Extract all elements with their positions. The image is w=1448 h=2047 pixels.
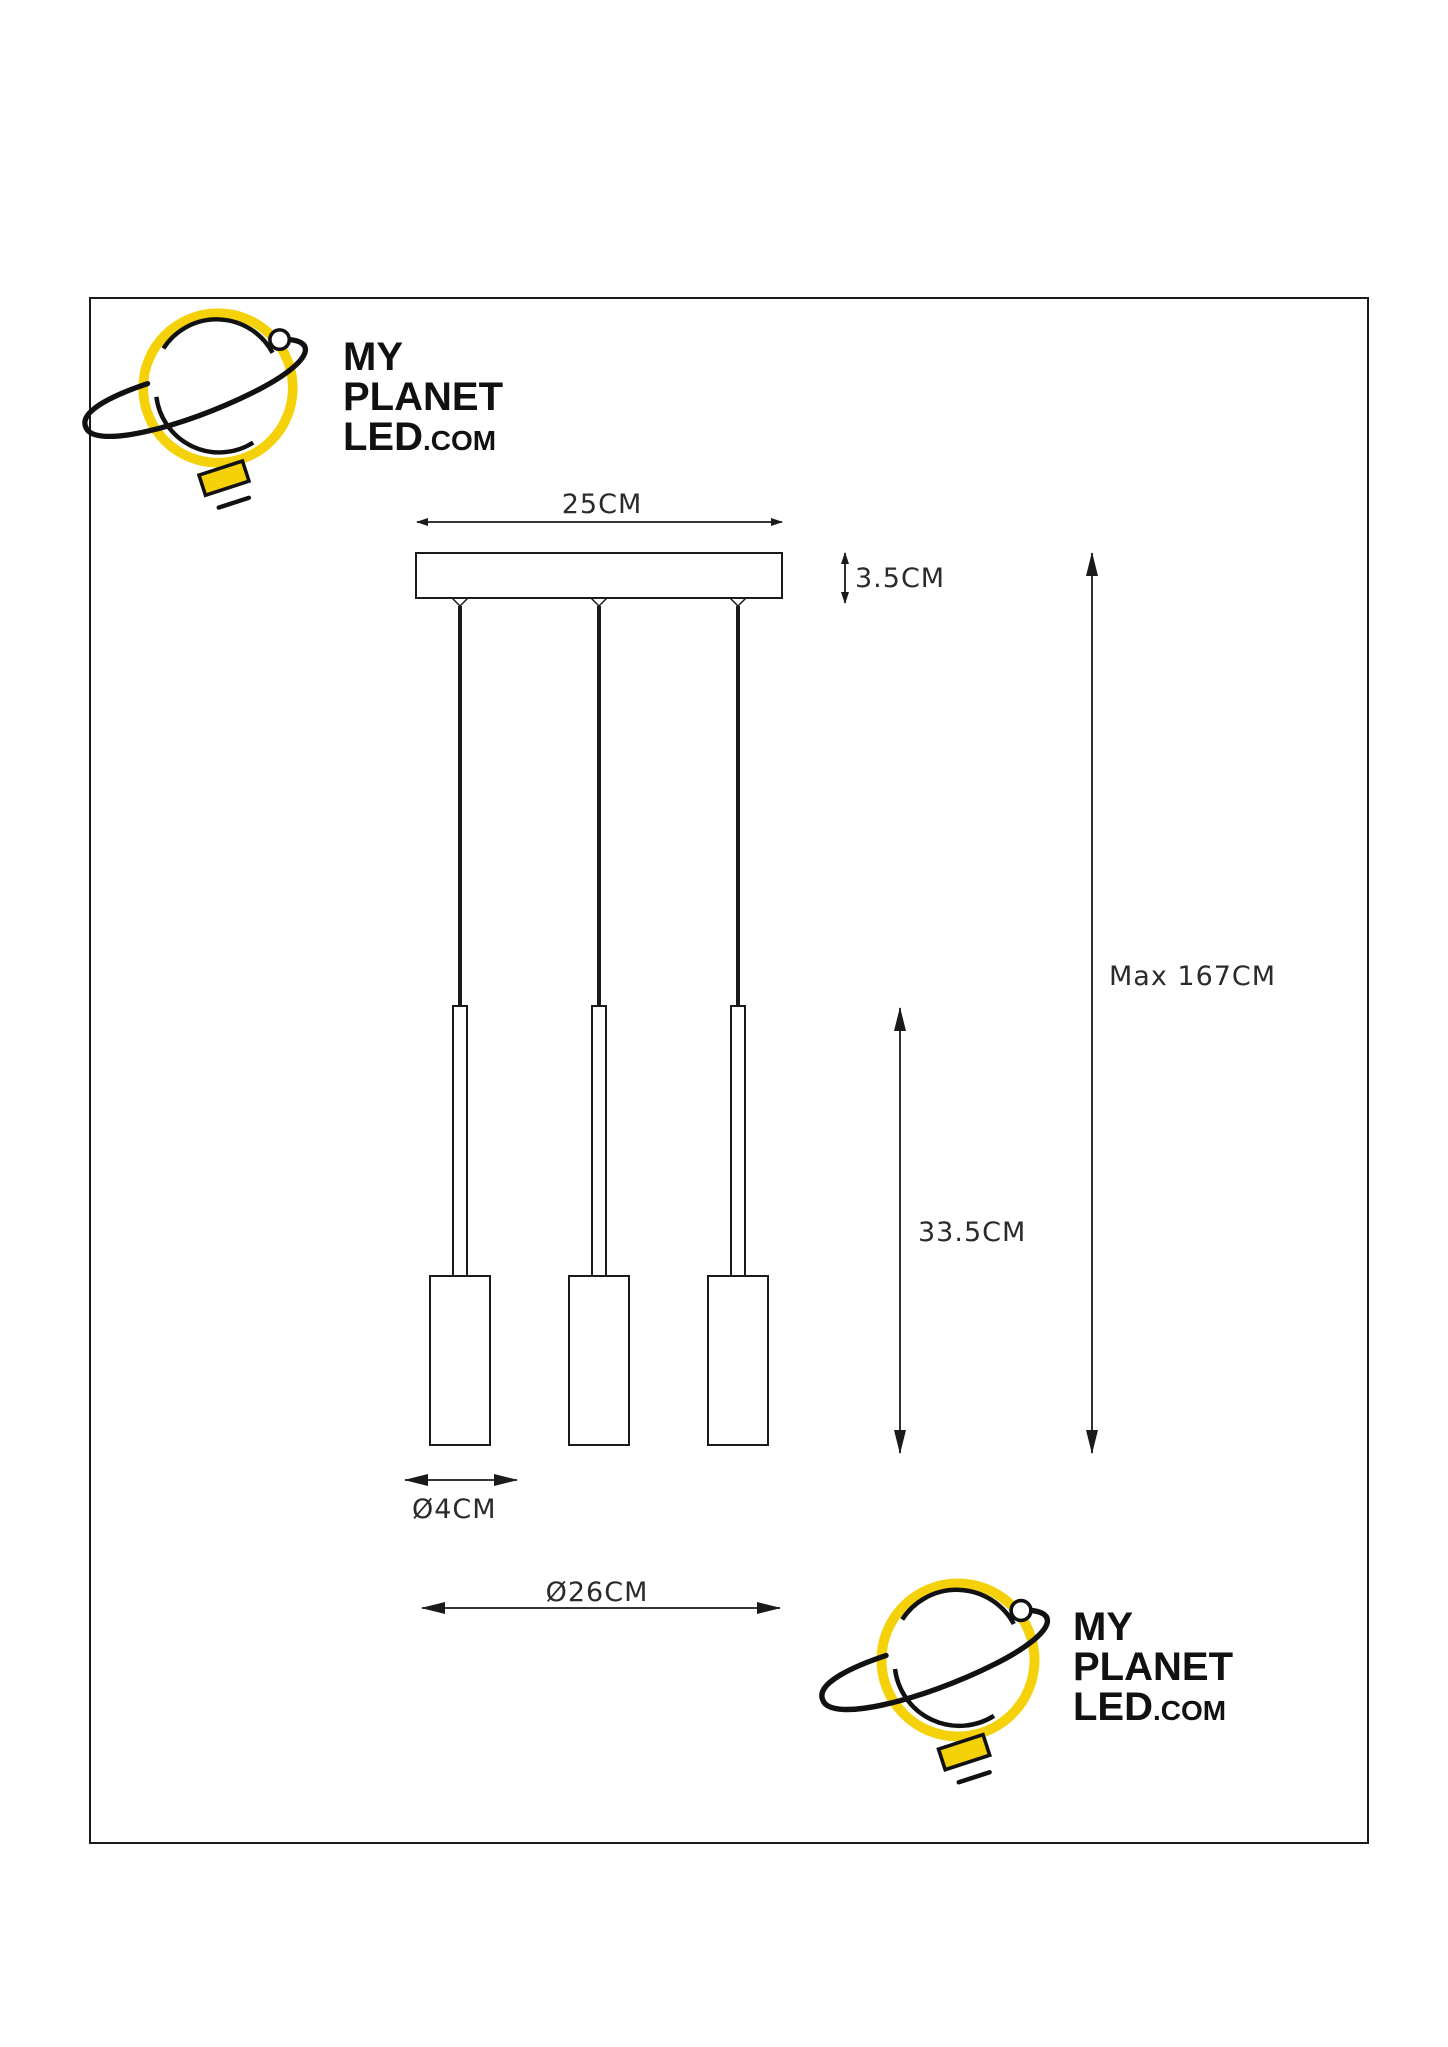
brand-line-2: PLANET <box>1073 1645 1233 1689</box>
brand-logo-top <box>85 313 503 510</box>
pendant-fixture <box>416 553 782 1445</box>
brand-line-3: LED.COM <box>1073 1685 1227 1729</box>
total-diameter-label: Ø26CM <box>545 1577 649 1608</box>
canopy-height-label: 3.5CM <box>855 563 946 594</box>
shade-diameter-label: Ø4CM <box>412 1494 497 1525</box>
pendant-length-label: 33.5CM <box>918 1217 1027 1248</box>
pendant-2 <box>569 598 629 1445</box>
pendant-3 <box>708 598 768 1445</box>
planet-bulb-icon <box>85 313 306 510</box>
brand-line-1: MY <box>343 335 403 379</box>
brand-line-1: MY <box>1073 1605 1133 1649</box>
ceiling-canopy <box>416 553 782 598</box>
canopy-width-label: 25CM <box>561 489 643 520</box>
pendant-1 <box>430 598 490 1445</box>
max-height-label: Max 167CM <box>1109 961 1277 992</box>
brand-line-3: LED.COM <box>343 415 497 459</box>
brand-logo-bottom <box>822 1584 1233 1786</box>
brand-line-2: PLANET <box>343 375 503 419</box>
planet-bulb-icon <box>822 1584 1048 1786</box>
